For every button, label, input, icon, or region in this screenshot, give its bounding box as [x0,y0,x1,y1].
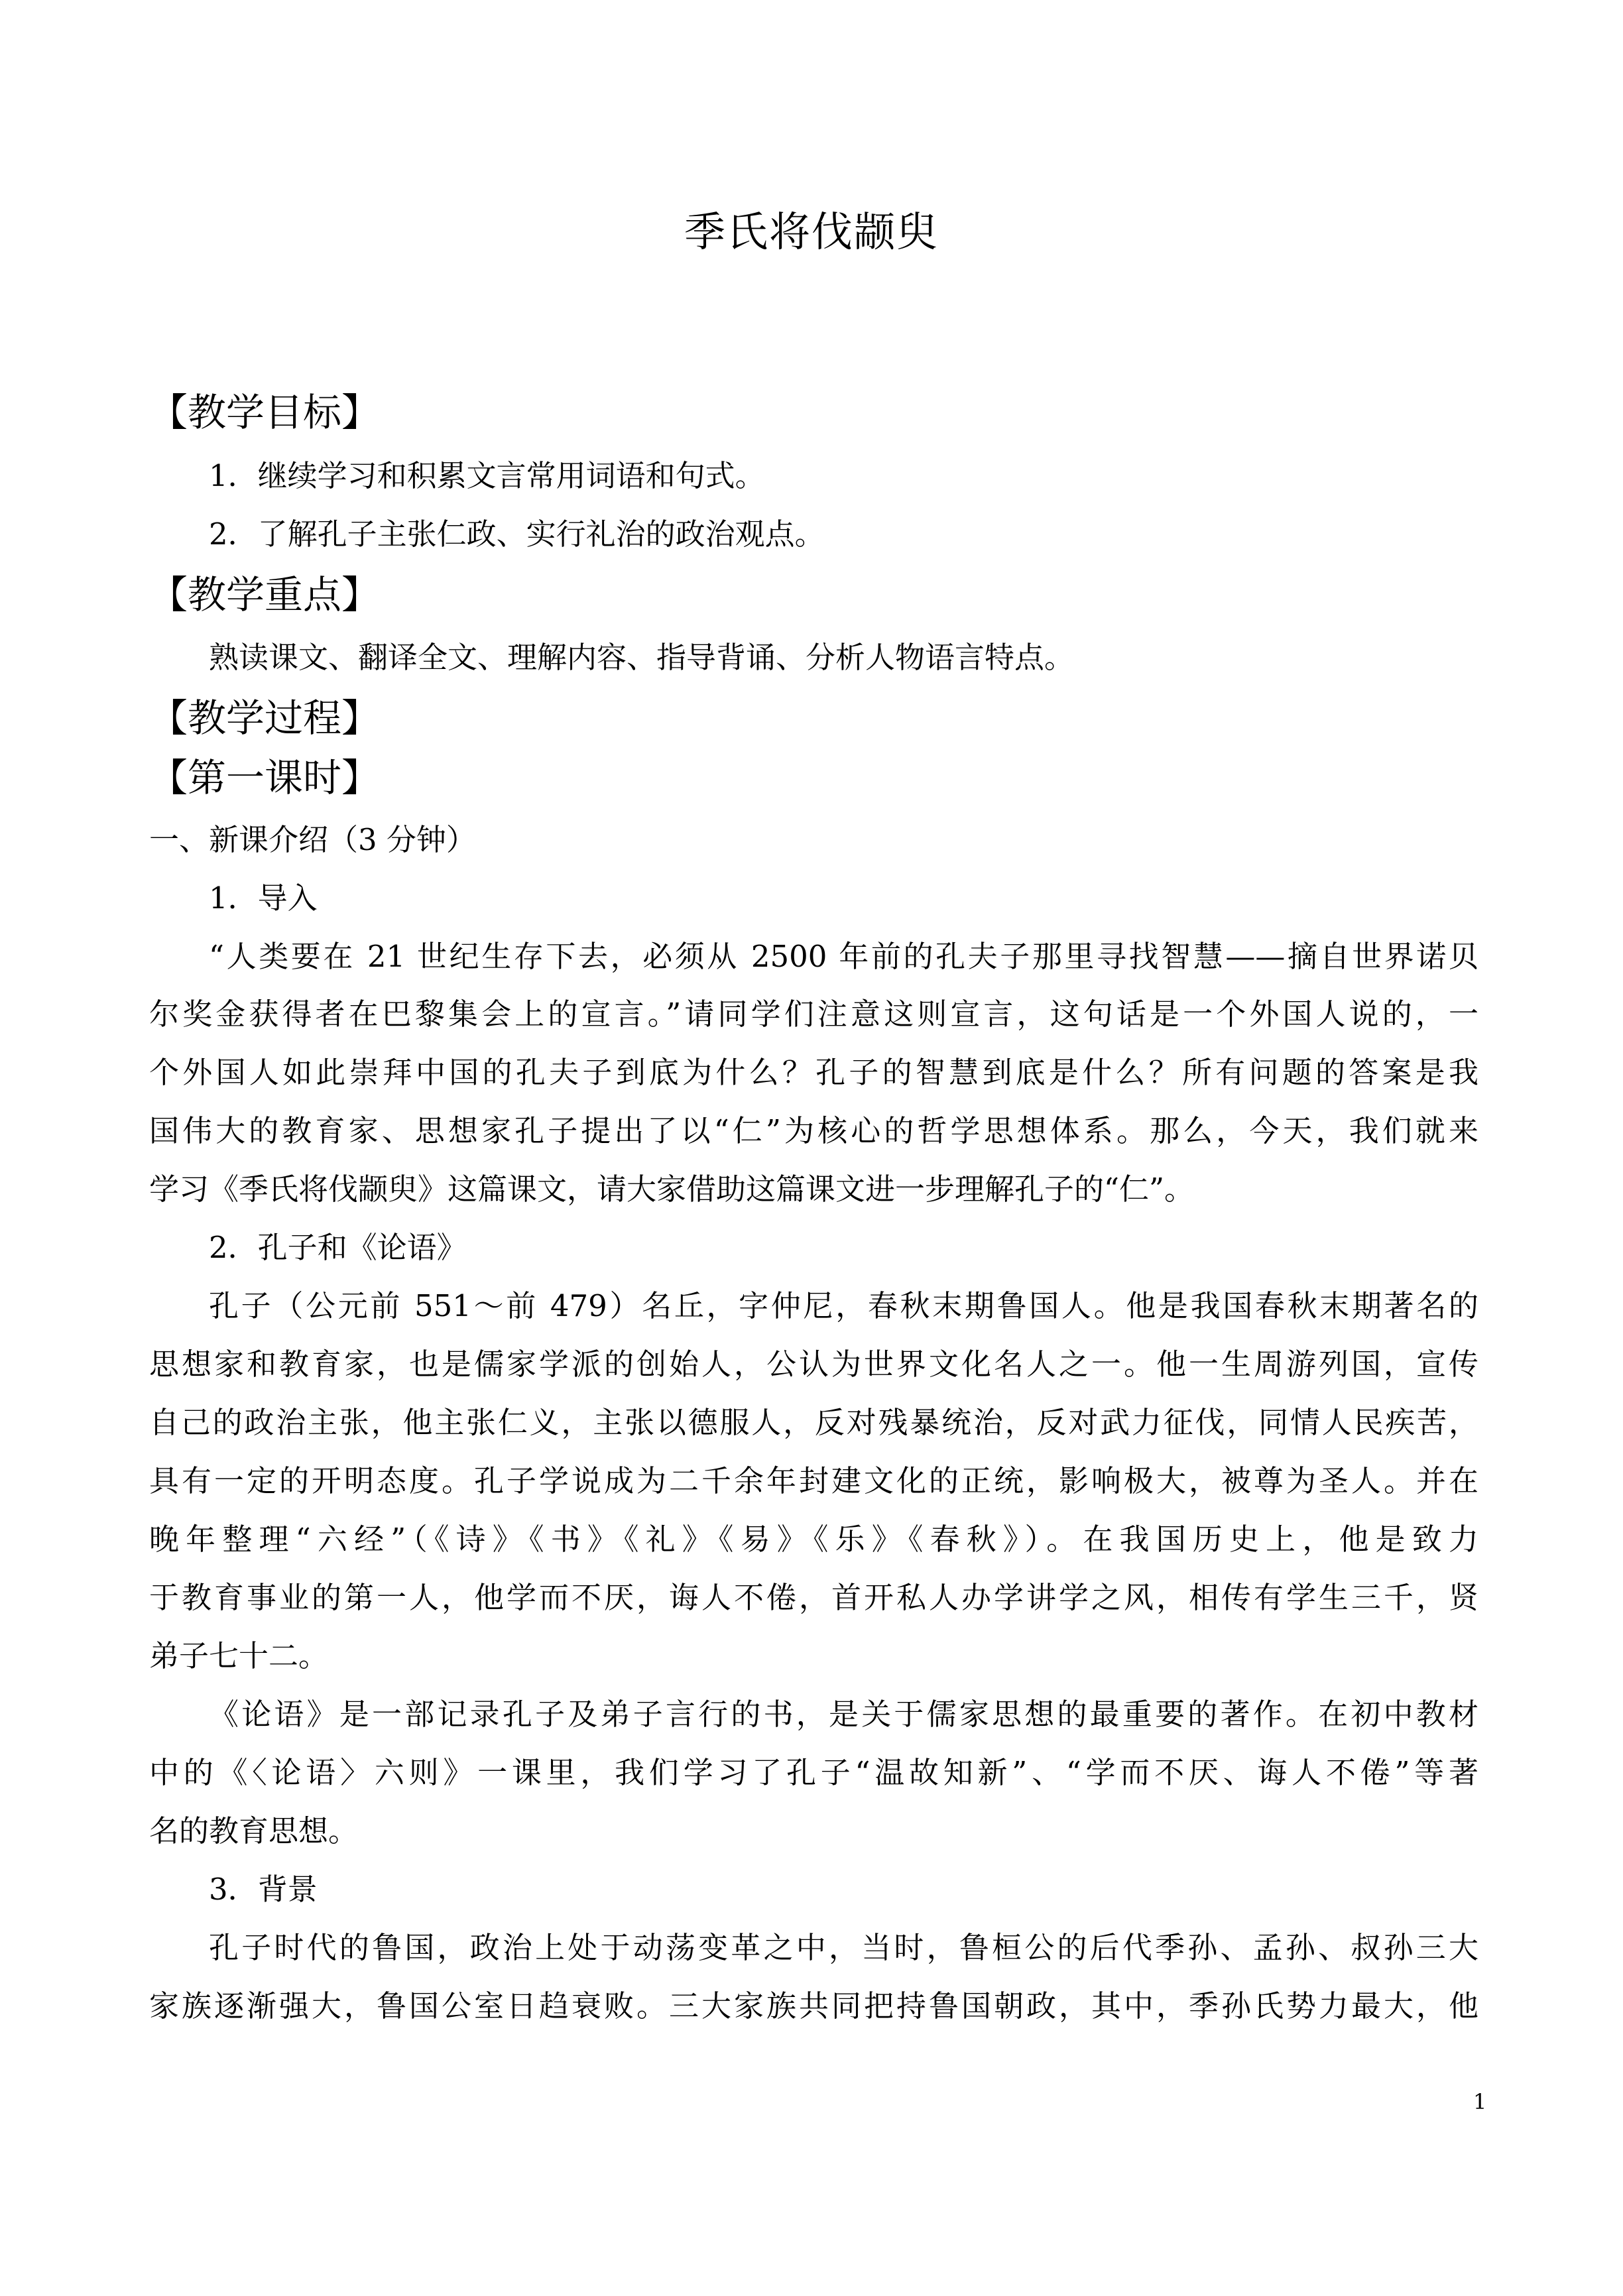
paragraph-line: 国伟大的教育家、思想家孔子提出了以“仁”为核心的哲学思想体系。那么，今天，我们就来 [149,1113,1478,1148]
paragraph-line: 具有一定的开明态度。孔子学说成为二千余年封建文化的正统，影响极大，被尊为圣人。并在 [149,1463,1478,1498]
paragraph-line: 名的教育思想。 [149,1813,359,1848]
subheading-intro: 1．导入 [209,880,318,916]
page-number: 1 [1473,2089,1487,2114]
paragraph-line: 个外国人如此崇拜中国的孔夫子到底为什么？孔子的智慧到底是什么？所有问题的答案是我 [149,1055,1478,1090]
objectives-heading: 【教学目标】 [149,390,381,435]
paragraph-line: 家族逐渐强大，鲁国公室日趋衰败。三大家族共同把持鲁国朝政，其中，季孙氏势力最大，他 [149,1988,1478,2024]
subheading-background: 3．背景 [209,1872,318,1907]
lesson-heading: 【第一课时】 [149,755,381,800]
process-heading: 【教学过程】 [149,695,381,741]
objective-2: 2．了解孔子主张仁政、实行礼治的政治观点。 [209,516,825,552]
focus-heading: 【教学重点】 [149,572,381,617]
paragraph-line: 于教育事业的第一人，他学而不厌，诲人不倦，首开私人办学讲学之风，相传有学生三千，贤 [149,1580,1478,1615]
paragraph-line: 晚年整理“六经”（《诗》《书》《礼》《易》《乐》《春秋》）。在我国历史上，他是致力 [149,1522,1478,1557]
document-title: 季氏将伐颛臾 [684,208,939,256]
focus-text: 熟读课文、翻译全文、理解内容、指导背诵、分析人物语言特点。 [209,640,1075,675]
subheading-confucius: 2．孔子和《论语》 [209,1230,467,1265]
paragraph-line: 孔子时代的鲁国，政治上处于动荡变革之中，当时，鲁桓公的后代季孙、孟孙、叔孙三大 [209,1930,1478,1965]
objective-1: 1．继续学习和积累文言常用词语和句式。 [209,458,765,493]
paragraph-line: 思想家和教育家，也是儒家学派的创始人，公认为世界文化名人之一。他一生周游列国，宣传 [149,1347,1478,1382]
paragraph-line: “人类要在 21 世纪生存下去，必须从 2500 年前的孔夫子那里寻找智慧——摘自世界诺贝 [209,939,1478,974]
paragraph-line: 《论语》是一部记录孔子及弟子言行的书，是关于儒家思想的最重要的著作。在初中教材 [209,1697,1478,1732]
paragraph-line: 学习《季氏将伐颛臾》这篇课文，请大家借助这篇课文进一步理解孔子的“仁”。 [149,1172,1195,1207]
paragraph-line: 尔奖金获得者在巴黎集会上的宣言。”请同学们注意这则宣言，这句话是一个外国人说的，一 [149,997,1478,1032]
paragraph-line: 自己的政治主张，他主张仁义，主张以德服人，反对残暴统治，反对武力征伐，同情人民疾苦， [149,1405,1478,1440]
paragraph-line: 中的《〈论语〉六则》一课里，我们学习了孔子“温故知新”、“学而不厌、诲人不倦”等著 [149,1755,1478,1790]
part-one-heading: 一、新课介绍（3 分钟） [149,822,476,857]
paragraph-line: 孔子（公元前 551～前 479）名丘，字仲尼，春秋末期鲁国人。他是我国春秋末期著名的 [209,1288,1478,1323]
paragraph-line: 弟子七十二。 [149,1638,329,1673]
